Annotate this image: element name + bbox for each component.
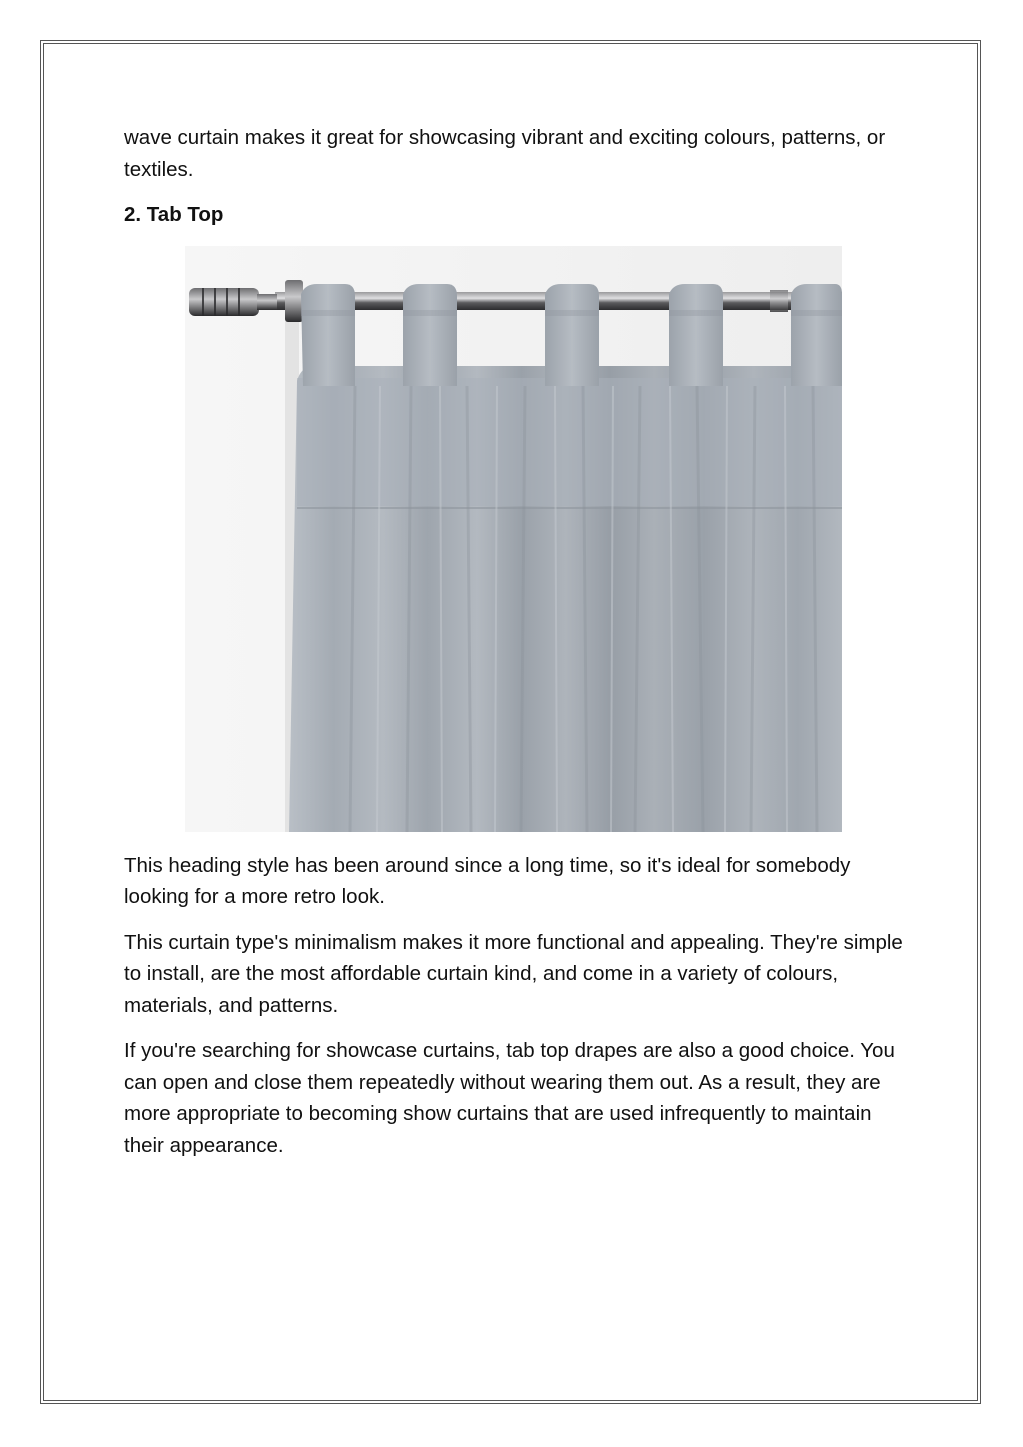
intro-paragraph: wave curtain makes it great for showcasing vibrant and exciting colours, patterns, or textiles. xyxy=(124,126,886,181)
body-paragraph-2: This curtain type's minimalism makes it more functional and appealing. They're simple to install, are the most affordable curtain kind, and come in a variety of colours, materials, and patterns. xyxy=(124,930,903,1017)
section-heading: 2. Tab Top xyxy=(124,203,224,226)
body-paragraph-1: This heading style has been around since a long time, so it's ideal for somebody looking for a more retro look. xyxy=(124,853,851,908)
page-content xyxy=(124,122,914,1175)
body-paragraph-3: If you're searching for showcase curtains, tab top drapes are also a good choice. You can open and close them repeatedly without wearing them out. As a result, they are more appropriate to becoming show curtains that are used infrequently to maintain their appearance. xyxy=(124,1039,895,1157)
tab-top-curtain-photo xyxy=(185,246,842,832)
